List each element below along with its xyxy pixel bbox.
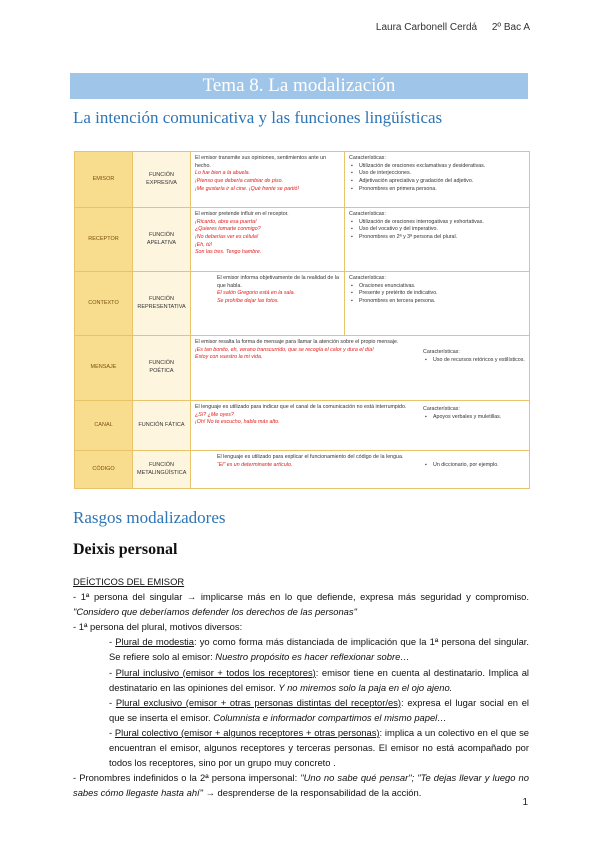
text: → desprenderse de la responsabilidad de la acción.: [202, 787, 422, 799]
features-title: Características:: [349, 275, 386, 281]
element-cell: CÓDIGO: [75, 451, 133, 489]
paragraph-first-plural: - 1ª persona del plural, motivos diversos:: [73, 621, 243, 633]
text: : expresa el lugar social en el que se inserta el emisor.: [109, 696, 530, 723]
features-title: Características:: [423, 406, 460, 412]
table-row: [75, 208, 530, 272]
term: Plural exclusivo (emisor + otras personas distintas del receptor/es): [115, 696, 402, 708]
element-cell: MENSAJE: [75, 336, 133, 401]
features-title: Características:: [349, 211, 386, 217]
function-cell: FUNCIÓN APELATIVA: [133, 208, 191, 272]
element-cell: EMISOR: [75, 152, 133, 208]
text: : yo como forma más distanciada de implicación que la 1ª persona del singular. Se refiere solo al emisor:: [109, 636, 530, 663]
function-cell: FUNCIÓN EXPRESIVA: [133, 152, 191, 208]
example: Son las tres. Tengo hambre.: [195, 249, 262, 256]
feature-item: ▪ Apoyos verbales y muletillas.: [423, 414, 525, 422]
example: ¿Quieres tomarte conmigo?: [195, 226, 261, 233]
description: El lenguaje es utilizado para indicar que el canal de la comunicación no está interrumpido.: [195, 404, 407, 410]
table-row: [75, 336, 530, 401]
example: Lo fue bien a la abuela.: [195, 170, 251, 177]
example-quote: Nuestro propósito es hacer reflexionar sobre…: [215, 651, 410, 663]
example: Estoy con vuestro la mi vida.: [195, 354, 263, 361]
text: : emisor tiene en cuenta al destinatario. Implica al destinatario en las opiniones del emisor.: [109, 666, 530, 693]
function-cell: FUNCIÓN FÁTICA: [133, 401, 191, 451]
course-name: 2º Bac A: [491, 22, 530, 33]
example-quote: Columnista e informador compartimos el mismo papel…: [213, 711, 447, 723]
paragraph-indefinite: [73, 770, 529, 800]
feature-item: ▪ Oraciones enunciativas.: [349, 283, 525, 291]
example: ¡No deberías ver es célula!: [195, 234, 259, 241]
table-row: [75, 401, 530, 451]
description-cell: [191, 208, 345, 272]
term: Plural colectivo (emisor + algunos receptores + otras personas): [114, 726, 380, 738]
element-cell: CANAL: [75, 401, 133, 451]
function-cell: FUNCIÓN REPRESENTATIVA: [133, 272, 191, 336]
example-quote: Y no miremos solo la paja en el ojo ajeno.: [278, 681, 453, 693]
feature-item: ▪ Pronombres en tercera persona.: [349, 298, 525, 306]
text: - Pronombres indefinidos o la 2ª persona impersonal:: [73, 772, 301, 784]
feature-item: ▪ Utilización de oraciones exclamativas y desiderativas.: [349, 163, 525, 171]
function-cell: FUNCIÓN POÉTICA: [133, 336, 191, 401]
body-content: [73, 574, 529, 800]
example: ¡Ricardo, abre esa puerta!: [195, 218, 257, 225]
description-cell: [191, 272, 345, 336]
feature-item: ▪ Pronombres en 2ª y 3ª persona del plural.: [349, 234, 525, 242]
example: ¿Sí? ¿Me oyes?: [195, 411, 234, 418]
description-cell: [191, 401, 530, 451]
example: ¡Pienso que debería cambiar de piso.: [195, 178, 284, 185]
description-cell: [191, 336, 530, 401]
functions-table: [74, 151, 530, 489]
feature-item: ▪ Uso de interjecciones.: [349, 170, 525, 178]
feature-item: ▪ Adjetivación apreciativa y gradación del adjetivo.: [349, 178, 525, 186]
section-heading-deixis: Deixis personal: [73, 541, 178, 558]
features-cell: [345, 152, 530, 208]
feature-item: ▪ Pronombres en primera persona.: [349, 186, 525, 194]
section-heading-functions: La intención comunicativa y las funciones lingüísticas: [73, 108, 443, 127]
text: : implica a un colectivo en el que se encuentran el emisor, algunos receptores y terceras personas. El emisor no está acompañado por todos los receptores, sino por un grupo muy concreto .: [109, 726, 529, 769]
description: El lenguaje es utilizado para explicar el funcionamiento del código de la lengua.: [217, 454, 404, 460]
features-cell: [345, 208, 530, 272]
section-heading-modalizers: Rasgos modalizadores: [73, 508, 226, 527]
list-item-exclusive: - Plural exclusivo (emisor + otras personas distintas del receptor/es): expresa el lugar social en el que se inserta el emisor. Columnista e informador compartimos el mismo papel…: [109, 696, 530, 723]
page-number: 1: [522, 797, 528, 808]
feature-item: ▪ Uso del vocativo y del imperativo.: [349, 226, 525, 234]
feature-item: ▪ Un diccionario, por ejemplo.: [423, 462, 525, 470]
feature-item: ▪ Uso de recursos retóricos y estilísticos.: [423, 357, 525, 365]
table-row: [75, 272, 530, 336]
example: “El” es un determinante artículo.: [217, 461, 293, 468]
features-title: Características:: [423, 349, 460, 355]
description-cell: [191, 152, 345, 208]
list-item-modesty: - Plural de modestia: yo como forma más distanciada de implicación que la 1ª persona del singular. Se refiere solo al emisor: Nuestro propósito es hacer reflexionar sobre…: [109, 636, 530, 663]
example-quote: "Uno no sabe qué pensar"; "Te dejas llevar y luego no sabes cómo llegaste hasta ahí": [73, 772, 529, 799]
text: - 1ª persona del singular → implicarse más en lo que defiende, expresa más seguridad y compromiso.: [73, 591, 529, 603]
table-row: [75, 152, 530, 208]
subheading-emitter-deictics: DEÍCTICOS DEL EMISOR: [73, 576, 185, 587]
page-header: [364, 22, 530, 33]
description: El emisor resalta la forma de mensaje para llamar la atención sobre el propio mensaje.: [195, 339, 399, 345]
description: El emisor informa objetivamente de la realidad de la que habla.: [217, 275, 339, 289]
author-name: Laura Carbonell Cerdá: [375, 22, 478, 33]
example: ¡Es tan bonito, eh, verano transcurrido, que se recogía el calor y dura el día!: [195, 346, 374, 353]
feature-item: ▪ Presente y pretérito de indicativo.: [349, 290, 525, 298]
element-cell: RECEPTOR: [75, 208, 133, 272]
description-cell: [191, 451, 530, 489]
list-item-collective: - Plural colectivo (emisor + algunos receptores + otras personas): implica a un colectivo en el que se encuentran el emisor, algunos receptores y terceras personas. El emisor no está acompañado por todos los receptores, sino por un grupo muy concreto .: [109, 726, 529, 769]
example: ¡Oh! No te escucho, habla más alto.: [195, 419, 280, 426]
document-title: Tema 8. La modalización: [70, 73, 528, 99]
element-cell: CONTEXTO: [75, 272, 133, 336]
example: Se prohíbe dejar las fotos.: [217, 298, 279, 305]
features-cell: [345, 272, 530, 336]
example: El salón Gregorio está en la sala.: [217, 290, 296, 297]
function-cell: FUNCIÓN METALINGÜÍSTICA: [133, 451, 191, 489]
term: Plural inclusivo (emisor + todos los receptores): [115, 666, 316, 678]
example: ¡Me gustaría ir al cine. ¡Qué frente se partió!: [195, 185, 299, 192]
term: Plural de modestia: [115, 636, 194, 648]
list-item-inclusive: - Plural inclusivo (emisor + todos los receptores): emisor tiene en cuenta al destinatario. Implica al destinatario en las opiniones del emisor. Y no miremos solo la paja en el ojo ajeno.: [109, 666, 530, 693]
description: El emisor transmite sus opiniones, sentimientos ante un hecho.: [195, 155, 327, 169]
feature-item: ▪ Utilización de oraciones interrogativas y exhortativas.: [349, 219, 525, 227]
table-row: [75, 451, 530, 489]
example-quote: "Considero que deberíamos defender los derechos de las personas": [73, 606, 357, 618]
example: ¡Eh, tú!: [195, 241, 213, 248]
paragraph-first-singular: [73, 589, 529, 619]
description: El emisor pretende influir en el receptor.: [195, 211, 289, 217]
features-title: Características:: [349, 155, 386, 161]
